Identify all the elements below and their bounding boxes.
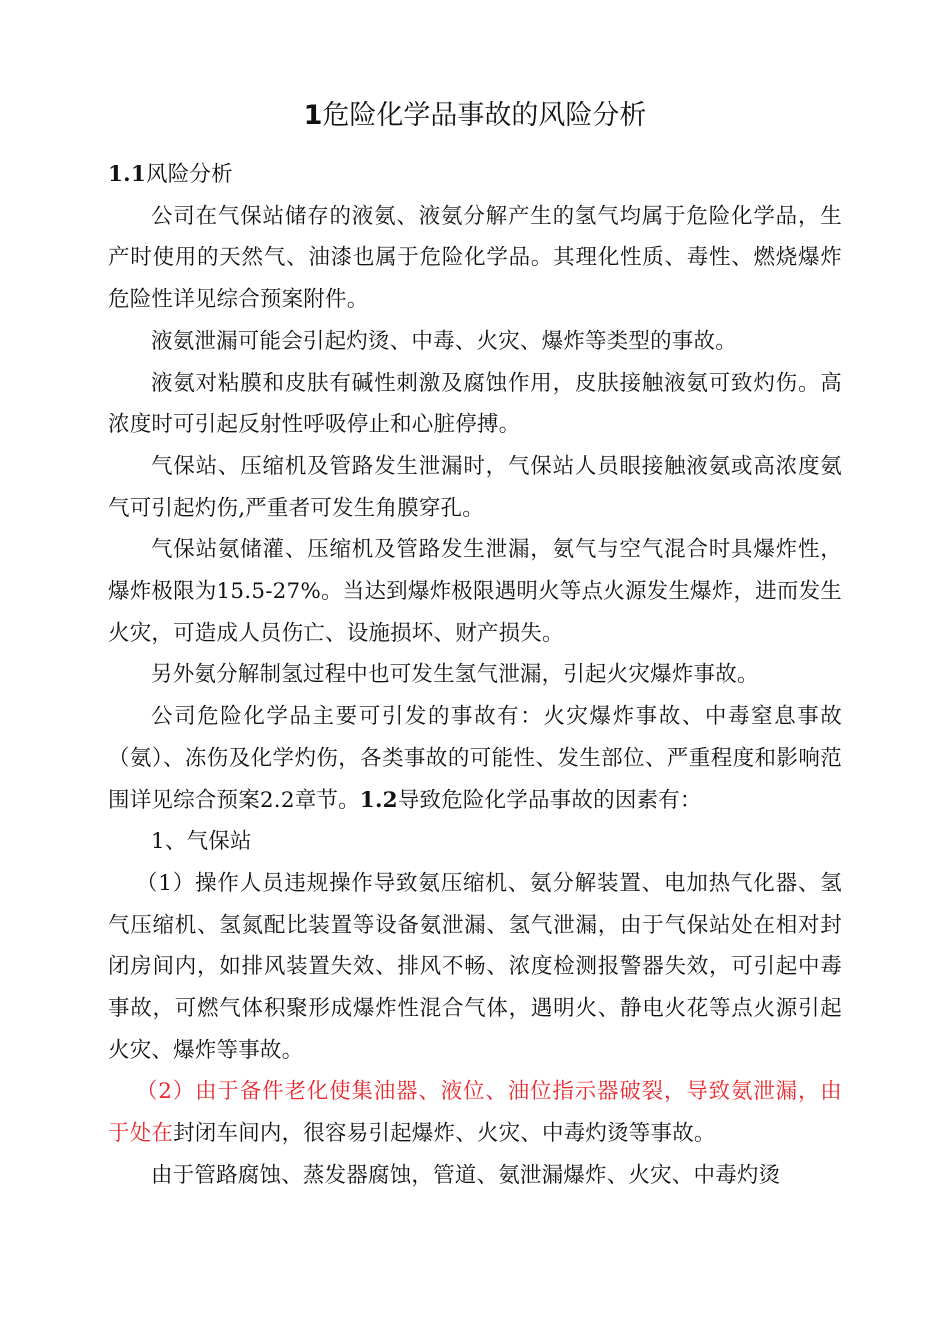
paragraph-hazardous-chemicals: 公司在气保站储存的液氨、液氨分解产生的氢气均属于危险化学品，生产时使用的天然气、油漆也属于危险化学品。其理化性质、毒性、燃烧爆炸危险性详见综合预案附件。 [108, 203, 842, 313]
title-text: 危险化学品事故的风险分析 [322, 100, 647, 131]
document-body [108, 154, 842, 1197]
paragraph-factor-2 [108, 1071, 842, 1154]
paragraph-ammonia-skin-effects: 液氨对粘膜和皮肤有碱性刺激及腐蚀作用，皮肤接触液氨可致灼伤。高浓度时可引起反射性呼吸停止和心脏停搏。 [108, 370, 842, 438]
paragraph-eye-contact: 气保站、压缩机及管路发生泄漏时，气保站人员眼接触液氨或高浓度氨气可引起灼伤,严重者可发生角膜穿孔。 [108, 453, 842, 521]
section-number-1-2: 1.2 [359, 787, 398, 813]
section-heading-1-1 [108, 154, 842, 196]
document-title [0, 96, 950, 136]
factor-2-text: 封闭车间内，很容易引起爆炸、火灾、中毒灼烫等事故。 [173, 1121, 716, 1147]
title-number: 1 [303, 100, 323, 131]
paragraph-accident-types [108, 696, 842, 821]
accident-types-text: 公司危险化学品主要可引发的事故有：火灾爆炸事故、中毒窒息事故（氨）、冻伤及化学灼伤，各类事故的可能性、发生部位、严重程度和影响范围详见综合预案2.2章节。 [108, 704, 842, 813]
paragraph-explosion-limit: 气保站氨储灌、压缩机及管路发生泄漏，氨气与空气混合时具爆炸性，爆炸极限为15.5-27%。当达到爆炸极限遇明火等点火源发生爆炸，进而发生火灾，可造成人员伤亡、设施损坏、财产损失。 [108, 537, 842, 646]
highlighted-red-text: （2）由于备件老化使集油器、液位、油位指示器破裂，导致氨泄漏，由于处在 [108, 1079, 842, 1147]
paragraph-hydrogen-leak: 另外氨分解制氢过程中也可发生氢气泄漏，引起火灾爆炸事故。 [151, 662, 759, 688]
paragraph-pipeline-corrosion: 由于管路腐蚀、蒸发器腐蚀，管道、氨泄漏爆炸、火灾、中毒灼烫 [151, 1162, 781, 1188]
section-title-1-2: 导致危险化学品事故的因素有： [397, 787, 702, 813]
paragraph-ammonia-leak-accidents: 液氨泄漏可能会引起灼烫、中毒、火灾、爆炸等类型的事故。 [151, 328, 737, 354]
list-heading-gas-station: 1、气保站 [151, 829, 252, 855]
section-title: 风险分析 [146, 162, 233, 187]
paragraph-factor-1: （1）操作人员违规操作导致氨压缩机、氨分解装置、电加热气化器、氢气压缩机、氢氮配比装置等设备氨泄漏、氢气泄漏，由于气保站处在相对封闭房间内，如排风装置失效、排风不畅、浓度检测报警器失效，可引起中毒事故，可燃气体积聚形成爆炸性混合气体，遇明火、静电火花等点火源引起火灾、爆炸等事故。 [108, 870, 842, 1063]
section-number: 1.1 [108, 162, 147, 187]
